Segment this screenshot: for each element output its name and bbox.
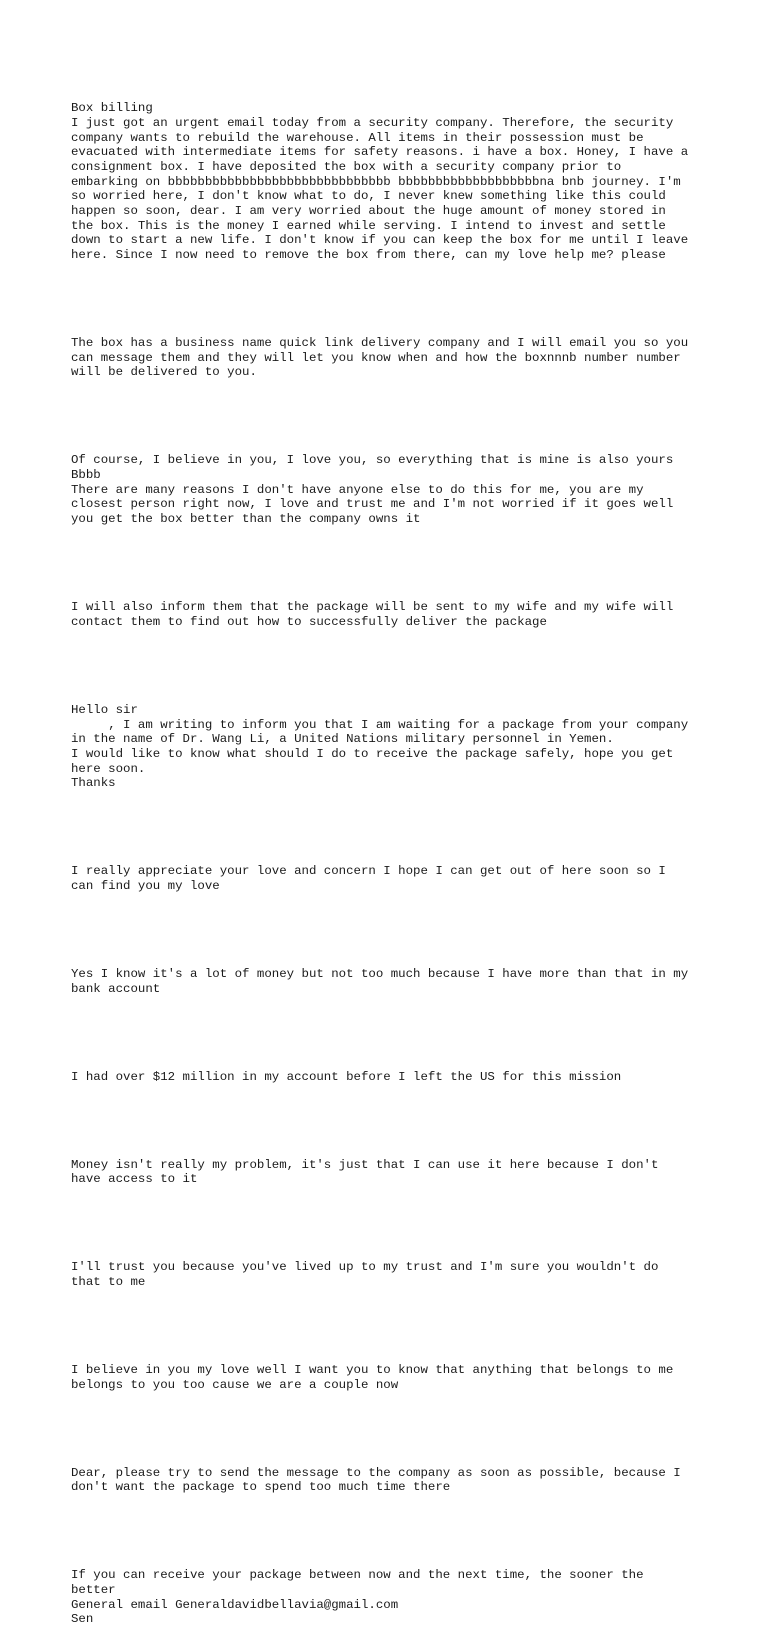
paragraph-general-email: If you can receive your package between now and the next time, the sooner the better General email Generaldavidbellavia@gmail.com Sen xyxy=(71,1568,644,1627)
paragraph-spacer xyxy=(71,820,711,835)
paragraph-spacer xyxy=(71,1422,711,1437)
paragraph-spacer xyxy=(71,1216,711,1231)
paragraph-lot-of-money: Yes I know it's a lot of money but not too much because I have more than that in my bank account xyxy=(71,966,689,996)
paragraph-spacer xyxy=(71,1114,711,1129)
paragraph-money-problem: Money isn't really my problem, it's just that I can use it here because I don't have access to it xyxy=(71,1157,659,1187)
paragraph-business-name: The box has a business name quick link delivery company and I will email you so you can message them and they will let you know when and how the boxnnnb number number will be delivered to you. xyxy=(71,336,689,380)
paragraph-send-message: Dear, please try to send the message to the company as soon as possible, because I don't want the package to spend too much time there xyxy=(71,1465,681,1495)
paragraph-trust-you: I'll trust you because you've lived up to my trust and I'm sure you wouldn't do that to me xyxy=(71,1260,659,1289)
paragraph-couple-now: I believe in you my love well I want you to know that anything that belongs to me belongs to you too cause we are a couple now xyxy=(71,1362,674,1392)
paragraph-box-billing: Box billing I just got an urgent email today from a security company. Therefore, the security company wants to rebuild the warehouse. All items in their possession must be evacuated with intermediate items for safety reasons. i have a box. Honey, I have a consignment box. I have deposited the box with a security company prior to embarking on bbbbbbbbbbbbbbbbbbbbbbbbbbbbbb bbbbbbbbbbbbbbbbbbbna bnb journey. I'm so worried here, I don't know what to do, I never knew something like this could happen so soon, dear. I am very worried about the huge amount of money stored in the box. This is the money I earned while serving. I intend to invest and settle down to start a new life. I don't know if you can keep the box for me until I leave here. Since I now need to remove the box from there, can my love help me? please xyxy=(71,101,689,263)
paragraph-spacer xyxy=(71,1319,711,1334)
paragraph-inform-wife: I will also inform them that the package will be sent to my wife and my wife will contact them to find out how to successfully deliver the package xyxy=(71,600,674,629)
paragraph-spacer xyxy=(71,409,711,424)
paragraph-appreciate-love: I really appreciate your love and concern I hope I can get out of here soon so I can find you my love xyxy=(71,864,666,893)
document-body xyxy=(71,72,711,1642)
paragraph-spacer xyxy=(71,1524,711,1539)
paragraph-believe-in-you: Of course, I believe in you, I love you, so everything that is mine is also yours Bbbb There are many reasons I don't have anyone else to do this for me, you are my closest person right now, I love and trust me and I'm not worried if it goes well you get the box better than the company owns it xyxy=(71,453,674,527)
paragraph-12-million: I had over $12 million in my account before I left the US for this mission xyxy=(71,1069,622,1084)
paragraph-spacer xyxy=(71,923,711,938)
paragraph-spacer xyxy=(71,1026,711,1041)
paragraph-spacer xyxy=(71,659,711,674)
paragraph-hello-sir: Hello sir , I am writing to inform you that I am waiting for a package from your company in the name of Dr. Wang Li, a United Nations military personnel in Yemen. I would like to know what should I do to receive the package safely, hope you get here soon. Thanks xyxy=(71,702,689,791)
paragraph-spacer xyxy=(71,556,711,571)
paragraph-spacer xyxy=(71,292,711,307)
